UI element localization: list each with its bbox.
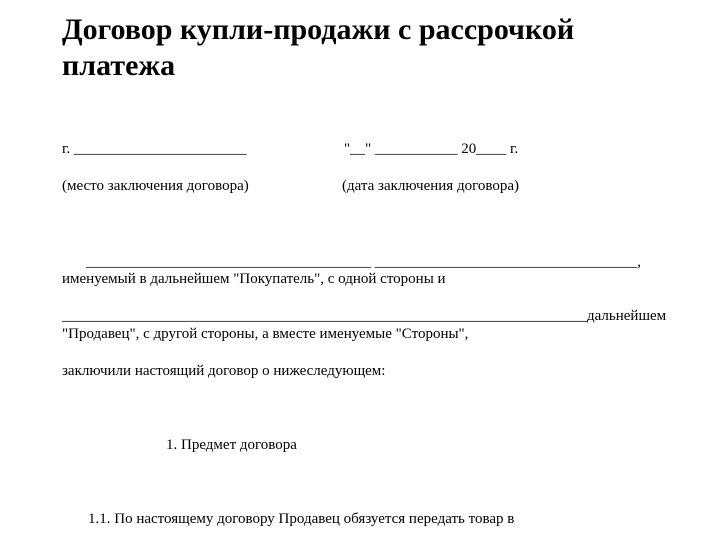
buyer-designation: именуемый в дальнейшем "Покупатель", с одной стороны и [62, 271, 446, 287]
section-heading: 1. Предмет договора [166, 437, 297, 453]
buyer-name-blanks: ______________________________________ ___________________________________, [86, 254, 641, 270]
clause-paragraph: 1.1. По настоящему договору Продавец обязуется передать товар в [88, 511, 515, 527]
place-caption: (место заключения договора) [62, 178, 249, 194]
document-title-line-2: платежа [62, 49, 176, 82]
date-caption: (дата заключения договора) [342, 178, 519, 194]
city-field: г. _______________________ [62, 141, 247, 157]
seller-designation: "Продавец", с другой стороны, а вместе именуемые "Стороны", [62, 326, 469, 342]
seller-name-blanks: ______________________________________________________________________дальнейшем [62, 308, 667, 324]
agreement-intro: заключили настоящий договор о нижеследующем: [62, 363, 386, 379]
document-title-line-1: Договор купли-продажи с рассрочкой [62, 13, 575, 46]
date-field: "__" ___________ 20____ г. [344, 141, 519, 157]
